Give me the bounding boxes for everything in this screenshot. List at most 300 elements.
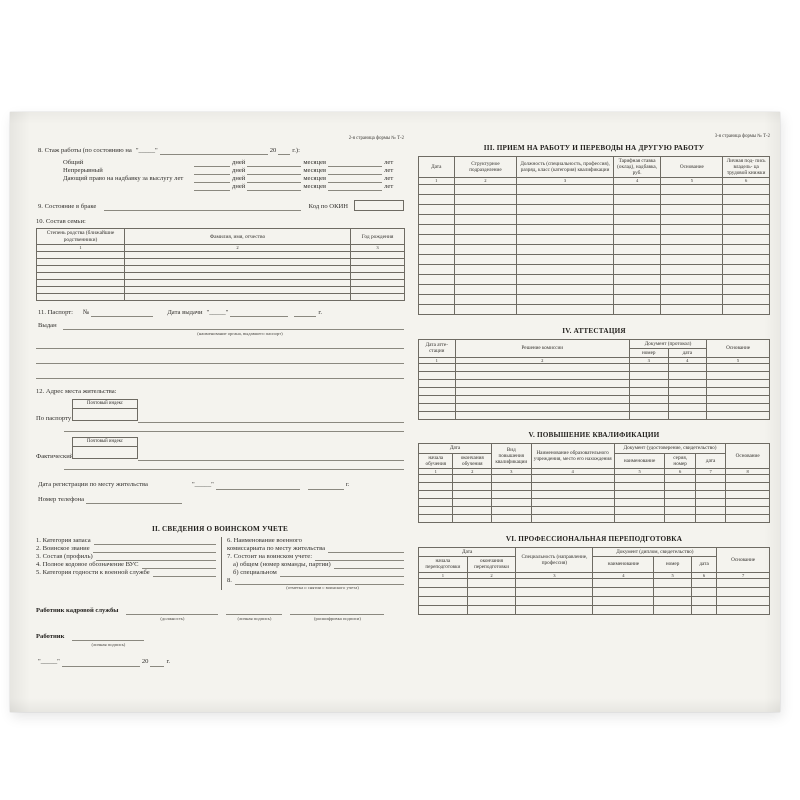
unit-years: лет (384, 158, 394, 166)
blank-line (247, 184, 301, 191)
blank-line (328, 160, 382, 167)
col-num: 5 (614, 468, 665, 474)
issuer-line (63, 323, 404, 330)
col-date-group: Дата (419, 444, 492, 453)
military-item-8 (227, 577, 404, 585)
empty-cell (517, 284, 613, 294)
empty-cell (516, 578, 593, 587)
blank-line (194, 160, 230, 167)
passport-issuer-row (36, 322, 404, 330)
col-num: 4 (613, 178, 661, 184)
empty-cell (723, 274, 770, 284)
empty-cell (665, 507, 695, 515)
section-VI-title: VI. ПРОФЕССИОНАЛЬНАЯ ПЕРЕПОДГОТОВКА (505, 535, 683, 544)
item-label: 5. Категория годности к военной службе (36, 568, 150, 576)
empty-cell (125, 258, 351, 265)
empty-cell (419, 372, 456, 380)
empty-row (419, 284, 770, 294)
empty-cell (593, 605, 654, 614)
empty-cell (723, 214, 770, 224)
empty-cell (454, 204, 517, 214)
page-2-header: 2-я страница формы № Т-2 (348, 136, 404, 141)
empty-cell (629, 412, 668, 420)
empty-cell (419, 194, 455, 204)
address-line-2 (64, 469, 404, 470)
section-12-title: 12. Адрес места жительства: (36, 388, 117, 396)
military-item-7b (227, 569, 404, 577)
col-num: 2 (454, 178, 517, 184)
item-label: а) общем (номер команды, партии) (233, 560, 331, 568)
empty-cell (419, 284, 455, 294)
empty-row (419, 274, 770, 284)
empty-cell (492, 475, 532, 483)
postal-index-box (72, 437, 138, 459)
empty-cell (717, 578, 770, 587)
empty-row (37, 258, 405, 265)
empty-row (37, 265, 405, 272)
empty-cell (695, 491, 725, 499)
empty-cell (454, 284, 517, 294)
empty-cell (492, 515, 532, 523)
empty-cell (517, 294, 613, 304)
empty-cell (661, 244, 723, 254)
address-line-2 (64, 431, 404, 432)
empty-cell (707, 396, 770, 404)
staj-label: Непрерывный (63, 166, 103, 174)
empty-cell (613, 244, 661, 254)
item-8-caption: (отметка о снятии с воинского учета) (286, 584, 359, 590)
empty-cell (492, 499, 532, 507)
empty-cell (613, 284, 661, 294)
item-label: 4. Полное кодовое обозначение ВУС (36, 560, 139, 568)
qualification-header-row (419, 444, 770, 453)
empty-cell (454, 224, 517, 234)
empty-cell (613, 224, 661, 234)
empty-cell (419, 244, 455, 254)
sig-position (126, 607, 218, 623)
col-num: 5 (707, 358, 770, 364)
empty-cell (661, 264, 723, 274)
unit-days: дней (232, 174, 246, 182)
address-line (138, 460, 404, 461)
empty-cell (614, 507, 665, 515)
sig-caption: (личная подпись) (237, 615, 272, 621)
section-III-title: III. ПРИЕМ НА РАБОТУ И ПЕРЕВОДЫ НА ДРУГУЮ РАБОТУ (483, 143, 705, 152)
empty-cell (37, 286, 125, 293)
empty-cell (723, 294, 770, 304)
date-month-line (62, 660, 140, 667)
family-table (36, 228, 405, 300)
empty-row (419, 605, 770, 614)
empty-cell (454, 244, 517, 254)
empty-cell (613, 214, 661, 224)
unit-months: месяцев (303, 174, 327, 182)
empty-cell (516, 596, 593, 605)
empty-cell (351, 272, 405, 279)
empty-cell (517, 184, 613, 194)
sig-decode (290, 607, 384, 623)
empty-cell (517, 224, 613, 234)
okin-label: Код по ОКИН (308, 202, 348, 210)
subcol-date: дата (691, 557, 716, 572)
empty-cell (691, 578, 716, 587)
empty-cell (351, 293, 405, 300)
page-3-header: 3-я страница формы № Т-2 (714, 134, 770, 139)
s8-day-blank: "_____" (135, 146, 158, 154)
issue-year-line (294, 310, 316, 317)
empty-cell (695, 499, 725, 507)
empty-cell (453, 515, 492, 523)
sig-caption: (расшифровка подписи) (313, 615, 361, 621)
address-by-passport (36, 399, 404, 432)
empty-cell (668, 372, 707, 380)
s8-year-line (278, 148, 290, 155)
empty-row (37, 272, 405, 279)
section-V-title: V. ПОВЫШЕНИЕ КВАЛИФИКАЦИИ (528, 431, 660, 440)
empty-cell (726, 507, 770, 515)
signature-line (290, 607, 384, 615)
empty-cell (723, 184, 770, 194)
col-speciality: Специальность (направление, профессия) (516, 548, 593, 572)
empty-cell (517, 254, 613, 264)
empty-cell (668, 404, 707, 412)
family-col-relation: Степень родства (ближайшие родственники) (37, 229, 125, 245)
retraining-header-row (419, 548, 770, 557)
empty-cell (419, 234, 455, 244)
worker-signature-row (36, 633, 404, 649)
empty-cell (707, 404, 770, 412)
empty-cell (613, 274, 661, 284)
empty-cell (613, 184, 661, 194)
empty-cell (691, 596, 716, 605)
empty-row (419, 264, 770, 274)
col-num: 7 (695, 468, 725, 474)
empty-cell (454, 254, 517, 264)
empty-cell (419, 404, 456, 412)
empty-cell (37, 293, 125, 300)
col-num: 1 (419, 178, 455, 184)
empty-cell (531, 475, 614, 483)
empty-cell (613, 194, 661, 204)
empty-cell (419, 515, 453, 523)
blank-line (194, 184, 230, 191)
empty-cell (517, 194, 613, 204)
col-num: 2 (453, 468, 492, 474)
form-sheet-photo (10, 112, 780, 712)
empty-cell (629, 364, 668, 372)
qualification-table (418, 443, 770, 523)
military-item (36, 569, 216, 577)
col-num: 5 (661, 178, 723, 184)
empty-cell (531, 491, 614, 499)
empty-cell (454, 274, 517, 284)
section-IV-title: IV. АТТЕСТАЦИЯ (562, 326, 626, 335)
empty-row (419, 475, 770, 483)
unit-days: дней (232, 182, 246, 190)
subcol-name: наименование (614, 453, 665, 468)
item-label: комиссариата по месту жительства (227, 544, 326, 552)
empty-cell (665, 499, 695, 507)
empty-row (419, 244, 770, 254)
empty-cell (419, 214, 455, 224)
empty-cell (419, 254, 455, 264)
empty-cell (723, 244, 770, 254)
empty-cell (654, 578, 692, 587)
page-3 (418, 134, 770, 615)
sig-worker (72, 633, 144, 649)
section-8-title (36, 147, 404, 155)
section-11 (36, 309, 404, 317)
empty-cell (695, 475, 725, 483)
empty-cell (419, 605, 468, 614)
postal-index-label: Почтовый индекс (73, 400, 137, 409)
empty-cell (37, 265, 125, 272)
col-num: 8 (726, 468, 770, 474)
col-num: 3 (517, 178, 613, 184)
empty-cell (419, 483, 453, 491)
empty-cell (668, 412, 707, 420)
family-col-name: Фамилия, имя, отчество (125, 229, 351, 245)
attestation-table (418, 339, 770, 421)
subcol-end: окончания обучения (453, 453, 492, 468)
s11-label: 11. Паспорт: (38, 308, 74, 316)
col-num: 6 (723, 178, 770, 184)
empty-cell (455, 364, 629, 372)
empty-cell (614, 491, 665, 499)
empty-cell (668, 380, 707, 388)
empty-cell (419, 491, 453, 499)
empty-cell (419, 587, 468, 596)
empty-cell (695, 483, 725, 491)
okin-code-box (354, 200, 404, 211)
empty-cell (419, 224, 455, 234)
empty-cell (37, 251, 125, 258)
empty-row (419, 483, 770, 491)
military-right-column (221, 537, 404, 590)
empty-cell (351, 251, 405, 258)
hr-signature-row (36, 607, 404, 623)
blank-line (247, 168, 301, 175)
empty-cell (593, 578, 654, 587)
empty-cell (613, 264, 661, 274)
empty-cell (726, 483, 770, 491)
empty-row (37, 251, 405, 258)
empty-cell (629, 388, 668, 396)
empty-cell (665, 475, 695, 483)
empty-cell (455, 380, 629, 388)
empty-cell (717, 605, 770, 614)
empty-cell (419, 204, 455, 214)
empty-cell (419, 264, 455, 274)
empty-cell (726, 515, 770, 523)
col-num: 1 (37, 245, 125, 251)
empty-cell (467, 605, 516, 614)
empty-cell (661, 294, 723, 304)
empty-cell (492, 483, 532, 491)
blank-line (280, 570, 404, 577)
col-basis: Основание (707, 339, 770, 357)
subcol-end: окончания переподготовки (467, 557, 516, 572)
empty-cell (668, 388, 707, 396)
empty-cell (707, 412, 770, 420)
empty-row (419, 412, 770, 420)
empty-cell (467, 578, 516, 587)
col-num: 7 (717, 572, 770, 578)
s9-label: 9. Состояние в браке (38, 202, 97, 210)
col-num: 3 (516, 572, 593, 578)
empty-cell (723, 194, 770, 204)
empty-cell (454, 264, 517, 274)
empty-cell (717, 587, 770, 596)
empty-cell (516, 587, 593, 596)
empty-row (37, 279, 405, 286)
col-position: Должность (специальность, профессия), разряд, класс (категория) квалификации (517, 156, 613, 177)
subcol-date: дата (695, 453, 725, 468)
blank-line (153, 570, 216, 577)
empty-cell (37, 279, 125, 286)
empty-row (419, 194, 770, 204)
empty-cell (629, 396, 668, 404)
empty-cell (654, 596, 692, 605)
blank-line (235, 578, 404, 585)
empty-cell (467, 587, 516, 596)
empty-row (419, 254, 770, 264)
empty-cell (453, 491, 492, 499)
blank-line (247, 160, 301, 167)
address-line (138, 422, 404, 423)
hr-officer-label: Работник кадровой службы (36, 606, 119, 614)
sig-caption: (личная подпись) (91, 642, 126, 648)
empty-cell (661, 284, 723, 294)
unit-months: месяцев (303, 166, 327, 174)
col-num: 1 (419, 572, 468, 578)
address-actual (36, 437, 404, 470)
reg-year-line (308, 483, 344, 490)
empty-row (419, 388, 770, 396)
empty-cell (613, 254, 661, 264)
empty-cell (661, 214, 723, 224)
empty-cell (517, 304, 613, 314)
col-department: Структурное подразделение (454, 156, 517, 177)
blank-line (328, 168, 382, 175)
empty-cell (419, 184, 455, 194)
section-II-title: II. СВЕДЕНИЯ О ВОИНСКОМ УЧЕТЕ (152, 524, 288, 533)
blank-line-full (36, 372, 404, 379)
empty-cell (492, 491, 532, 499)
empty-cell (351, 265, 405, 272)
family-col-year: Год рождения (351, 229, 405, 245)
empty-cell (665, 491, 695, 499)
empty-row (419, 304, 770, 314)
page-2 (36, 136, 404, 667)
empty-row (419, 578, 770, 587)
date-day-blank: "_____" (38, 658, 60, 666)
col-document-group: Документ (диплом, свидетельство) (593, 548, 717, 557)
empty-cell (613, 294, 661, 304)
military-columns (36, 537, 404, 590)
employment-table-body (419, 184, 770, 314)
item-label: 3. Состав (профиль) (36, 552, 93, 560)
col-institution: Наименование образовательного учреждения, место его нахождения (531, 444, 614, 468)
empty-cell (419, 380, 456, 388)
empty-row (419, 224, 770, 234)
date-year-line (150, 660, 164, 667)
sig-caption: (должность) (160, 615, 185, 621)
empty-cell (419, 388, 456, 396)
attestation-header-row (419, 339, 770, 348)
empty-cell (419, 396, 456, 404)
blank-line (328, 546, 404, 553)
unit-days: дней (232, 158, 246, 166)
item-label: 8. (227, 576, 232, 584)
empty-cell (723, 254, 770, 264)
qualification-table-body (419, 475, 770, 523)
subcol-name: наименование (593, 557, 654, 572)
col-date: Дата (419, 156, 455, 177)
reg-date-label: Дата регистрации по месту жительства (38, 481, 148, 489)
empty-cell (419, 507, 453, 515)
empty-cell (668, 364, 707, 372)
blank-line (93, 546, 216, 553)
signature-line (226, 607, 282, 615)
empty-cell (455, 372, 629, 380)
col-training-type: Вид повышения квалификации (492, 444, 532, 468)
col-date-group: Дата (419, 548, 516, 557)
s8-year-prefix: 20 (269, 146, 277, 154)
col-num: 2 (467, 572, 516, 578)
staj-label: Дающий право на надбавку за выслугу лет (63, 174, 184, 182)
empty-cell (707, 372, 770, 380)
empty-cell (668, 396, 707, 404)
blank-line (247, 176, 301, 183)
empty-cell (517, 204, 613, 214)
empty-cell (629, 372, 668, 380)
empty-cell (351, 279, 405, 286)
empty-cell (453, 475, 492, 483)
empty-cell (492, 507, 532, 515)
blank-line (328, 184, 382, 191)
col-document-group: Документ (удостоверение, свидетельство) (614, 444, 726, 453)
issue-day-blank: "_____" (206, 308, 229, 316)
empty-cell (717, 596, 770, 605)
empty-row (419, 214, 770, 224)
col-num: 2 (455, 358, 629, 364)
empty-cell (419, 412, 456, 420)
blank-line-full (36, 357, 404, 364)
empty-cell (707, 388, 770, 396)
empty-cell (125, 272, 351, 279)
empty-cell (517, 214, 613, 224)
empty-cell (419, 294, 455, 304)
empty-cell (691, 587, 716, 596)
sig-personal (226, 607, 282, 623)
empty-cell (531, 499, 614, 507)
blank-line-full (36, 342, 404, 349)
col-num: 5 (654, 572, 692, 578)
blank-line (142, 562, 216, 569)
staj-label: Общий (63, 158, 84, 166)
col-num: 4 (668, 358, 707, 364)
empty-cell (654, 605, 692, 614)
worker-label: Работник (36, 633, 65, 641)
date-year-prefix: 20 (141, 658, 149, 666)
empty-cell (125, 279, 351, 286)
unit-years: лет (384, 174, 394, 182)
col-num: 6 (665, 468, 695, 474)
subcol-series: серия, номер (665, 453, 695, 468)
item-label: 6. Наименование военного (227, 536, 302, 544)
col-rate: Тарифная ставка (оклад), надбавка, руб. (613, 156, 661, 177)
